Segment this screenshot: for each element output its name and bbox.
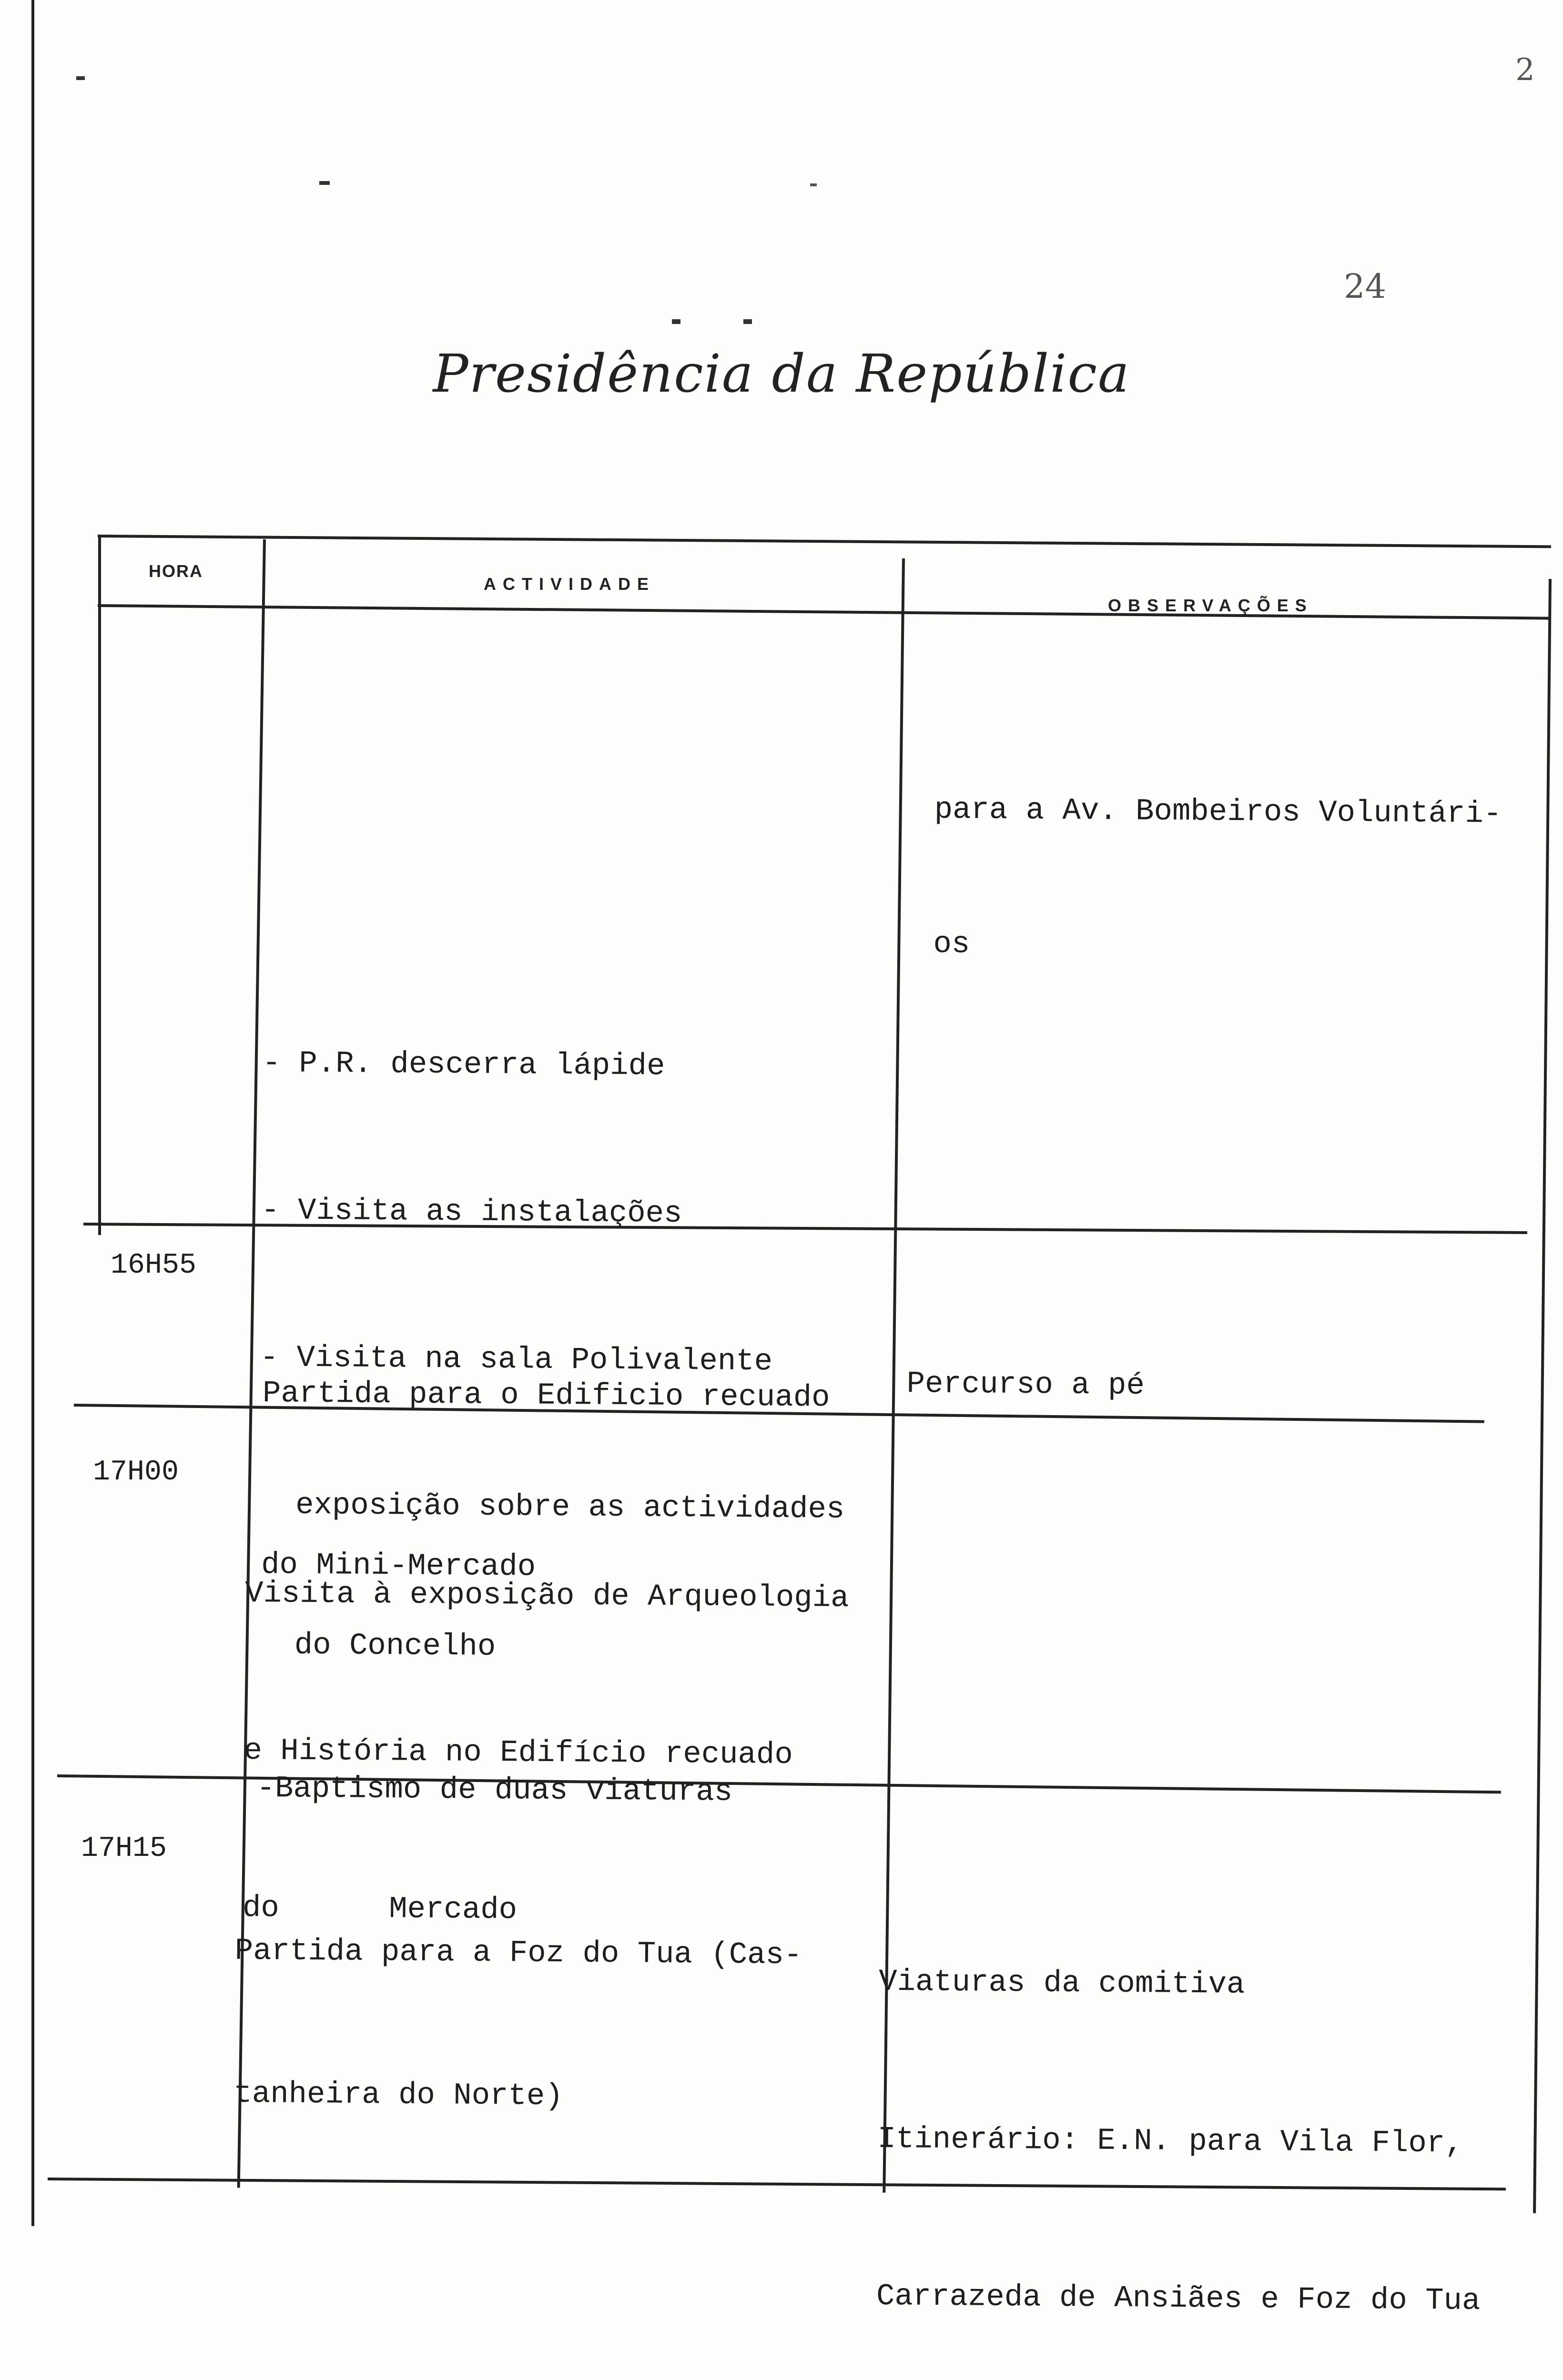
left-margin-line (31, 0, 34, 2226)
column-header-hora: HORA (149, 561, 203, 581)
row-1-observacoes: para a Av. Bombeiros Voluntári- os (933, 793, 1502, 962)
scan-speck (810, 183, 817, 186)
row-4-actividade: Partida para a Foz do Tua (Cas- tanheira do Norte) (233, 1934, 802, 2114)
scan-speck (672, 319, 680, 324)
row-3-actividade: Visita à exposição de Arqueologia e História no Edifício recuado do Mercado (242, 1577, 849, 1928)
row-2-hora: 16H55 (111, 1249, 197, 1282)
row-3-hora: 17H00 (93, 1456, 179, 1489)
table-right-border (1533, 579, 1552, 2213)
table-left-border (98, 535, 101, 1235)
letterhead-title: Presidência da República (433, 343, 1130, 404)
scan-speck (743, 319, 752, 324)
scan-speck (319, 181, 330, 185)
row-4-observacoes: Viaturas da comitiva Itinerário: E.N. para Vila Flor, Carrazeda de Ansiães e Foz do Tua (876, 1965, 1481, 2319)
column-header-observacoes: OBSERVAÇÕES (1108, 596, 1313, 615)
stamp-mark: 24 (1344, 267, 1387, 306)
row-4-hora: 17H15 (81, 1833, 167, 1865)
row-2-actividade: Partida para o Edificio recuado do Mini-Mercado (261, 1377, 830, 1585)
header-bottom-border (98, 604, 1551, 620)
column-header-actividade: ACTIVIDADE (484, 574, 656, 594)
table-top-border (98, 535, 1551, 548)
scan-speck (76, 76, 85, 80)
row-2-observacoes: Percurso a pé (906, 1367, 1145, 1403)
page-number-mark: 2 (1515, 52, 1535, 88)
row-1-actividade: - P.R. descerra lápide - Visita as instalações - Visita na sala Polivalente exposição sobre as actividades do Concelho -Baptismo de duas viaturas (256, 1046, 845, 1810)
